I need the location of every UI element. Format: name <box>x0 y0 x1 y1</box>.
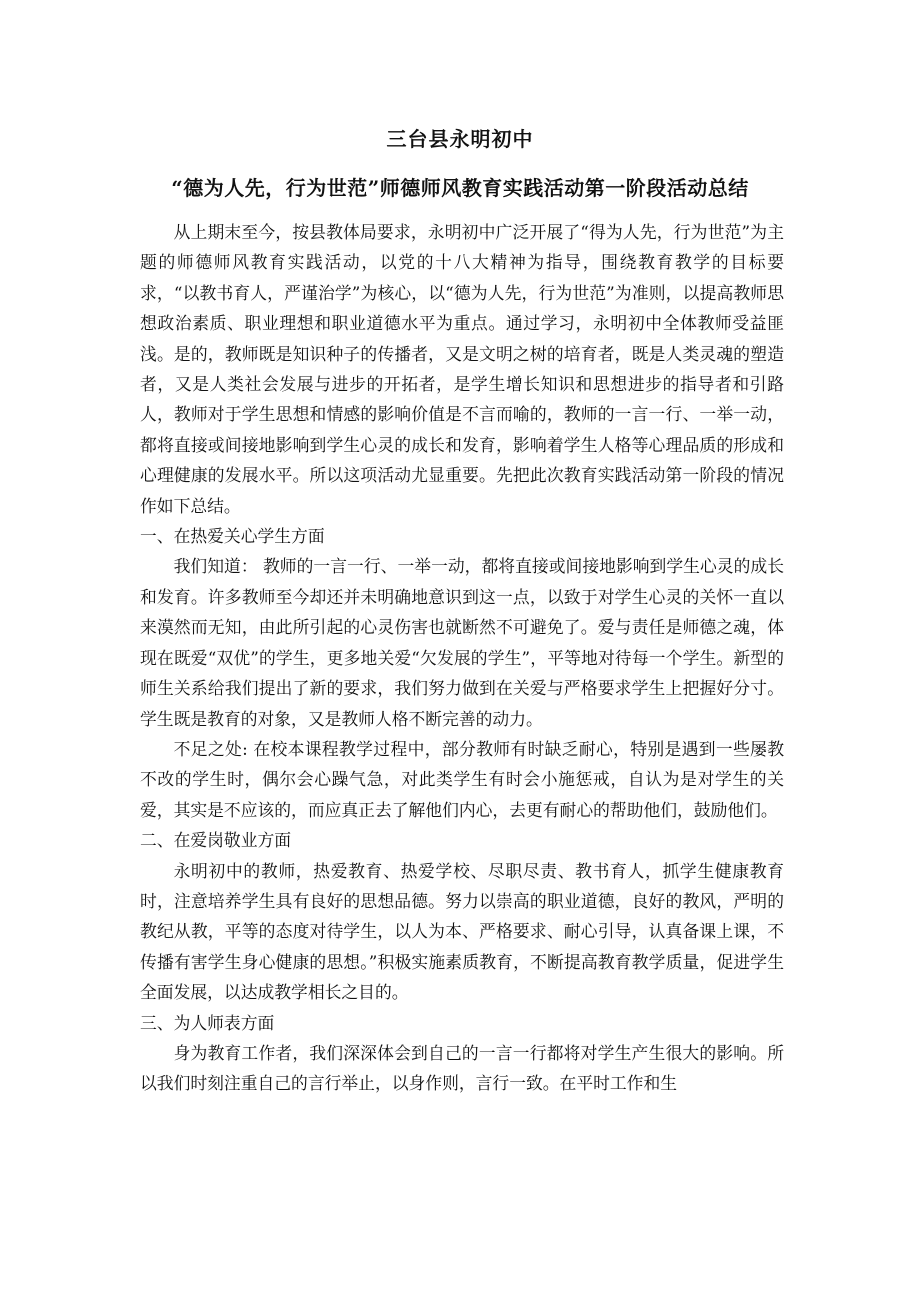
school-title: 三台县永明初中 <box>386 127 534 151</box>
shortcomings-paragraph: 不足之处: 在校本课程教学过程中，部分教师有时缺乏耐心，特别是遇到一些屡教不改的学生时，偶尔会心躁气急，对此类学生有时会小施惩戒，自认为是对学生的关爱，其实是不应该的，而应真正去了解他们内心，去更有耐心的帮助他们，鼓励他们。 <box>140 738 784 820</box>
section-heading-1: 一、在热爱关心学生方面 <box>140 526 325 547</box>
section-1-paragraph: 我们知道： 教师的一言一行、一举一动，都将直接或间接地影响到学生心灵的成长和发育。许多教师至今却还并未明确地意识到这一点，以致于对学生心灵的关怀一直以来漠然而无知，由此所引起的心灵伤害也就断然不可避免了。爱与责任是师德之魂，体现在既爱“双优”的学生，更多地关爱“欠发展的学生”，平等地对待每一个学生。新型的师生关系给我们提出了新的要求，我们努力做到在关爱与严格要求学生上把握好分寸。学生既是教育的对象，又是教师人格不断完善的动力。 <box>140 556 784 729</box>
section-heading-3: 三、为人师表方面 <box>140 1012 275 1033</box>
section-3-paragraph: 身为教育工作者，我们深深体会到自己的一言一行都将对学生产生很大的影响。所以我们时刻注重自己的言行举止，以身作则，言行一致。在平时工作和生 <box>140 1042 784 1094</box>
section-heading-2: 二、在爱岗敬业方面 <box>140 830 292 851</box>
intro-paragraph: 从上期末至今，按县教体局要求，永明初中广泛开展了“得为人先，行为世范”为主题的师德师风教育实践活动，以党的十八大精神为指导，围绕教育教学的目标要求，“以教书育人，严谨治学”为核心，以“德为人先，行为世范”为准则，以提高教师思想政治素质、职业理想和职业道德水平为重点。通过学习，永明初中全体教师受益匪浅。是的，教师既是知识种子的传播者，又是文明之树的培育者，既是人类灵魂的塑造者，又是人类社会发展与进步的开拓者，是学生增长知识和思想进步的指导者和引路人，教师对于学生思想和情感的影响价值是不言而喻的，教师的一言一行、一举一动，都将直接或间接地影响到学生心灵的成长和发育，影响着学生人格等心理品质的形成和心理健康的发展水平。所以这项活动尤显重要。先把此次教育实践活动第一阶段的情况作如下总结。 <box>140 222 784 516</box>
document-body <box>140 217 784 1099</box>
activity-title: “德为人先，行为世范”师德师风教育实践活动第一阶段活动总结 <box>171 176 749 200</box>
section-2-paragraph: 永明初中的教师，热爱教育、热爱学校、尽职尽责、教书育人，抓学生健康教育时，注意培养学生具有良好的思想品德。努力以崇高的职业道德，良好的教风，严明的教纪从教，平等的态度对待学生，以人为本、严格要求、耐心引导，认真备课上课，不传播有害学生身心健康的思想。”积极实施素质教育，不断提高教育教学质量，促进学生全面发展，以达成教学相长之目的。 <box>140 860 784 1003</box>
